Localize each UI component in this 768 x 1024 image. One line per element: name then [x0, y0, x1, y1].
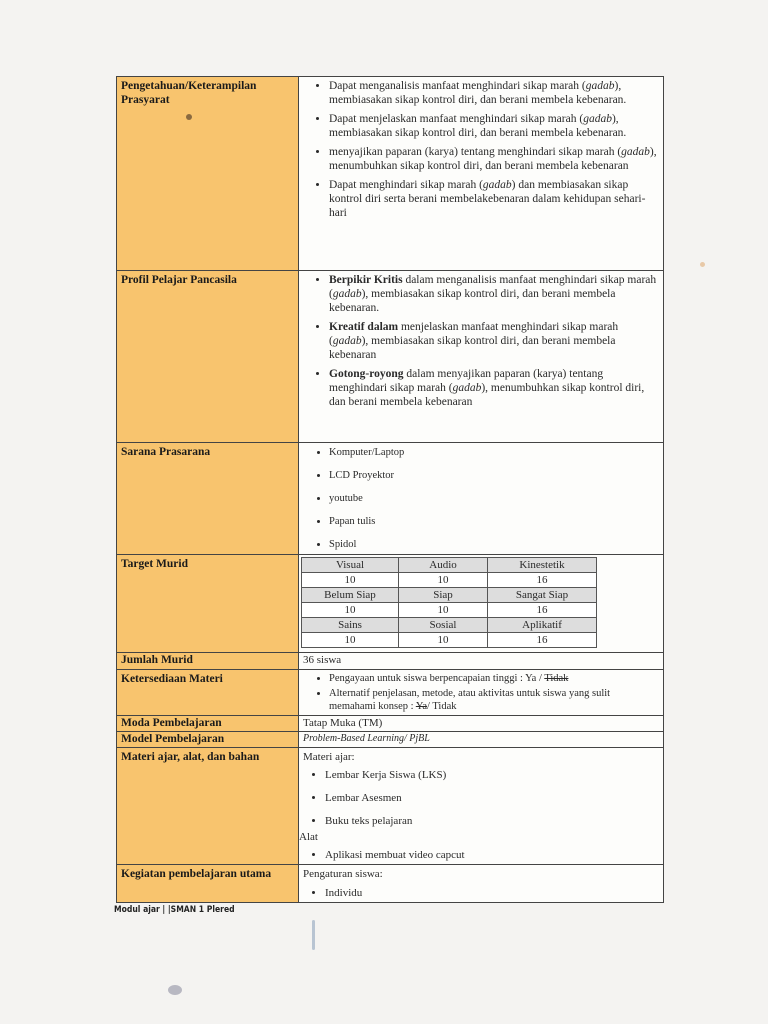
target-cell: 10 — [399, 603, 488, 618]
ketersediaan-text: Alternatif penjelasan, metode, atau aktivitas untuk siswa yang sulit memahami konsep : — [329, 688, 611, 712]
label-profil: Profil Pelajar Pancasila — [117, 271, 299, 443]
prasyarat-item: • Dapat menghindari sikap marah (gadab) dan membiasakan sikap kontrol diri serta berani membelakebenaran dalam kehidupan sehari-hari — [329, 178, 659, 220]
target-cell: 10 — [302, 573, 399, 588]
target-cell: Visual — [302, 558, 399, 573]
row-sarana — [117, 443, 664, 555]
value-ketersediaan — [299, 670, 664, 716]
row-model — [117, 732, 664, 748]
label-target: Target Murid — [117, 555, 299, 653]
target-cell: Siap — [399, 588, 488, 603]
ketersediaan-text: Pengayaan untuk siswa berpencapaian tinggi : Ya / — [329, 673, 545, 684]
prasyarat-item: • menyajikan paparan (karya) tentang menghindari sikap marah (gadab), menumbuhkan sikap kontrol diri, dan berani membela kebenaran — [329, 145, 659, 173]
label-prasyarat: Pengetahuan/Keterampilan Prasyarat — [117, 77, 299, 271]
prasyarat-item: • Dapat menganalisis manfaat menghindari sikap marah (gadab), membiasakan sikap kontrol diri, dan berani membela kebenaran. — [329, 79, 659, 107]
scan-speck — [700, 262, 705, 267]
profil-text: dalam menyajikan paparan (karya) tentang menghindari sikap marah (gadab), menumbuhkan sikap kontrol diri, dan berani membela kebenaran — [329, 368, 645, 408]
ketersediaan-struck: Ya — [415, 701, 428, 712]
materi-item: • Buku teks pelajaran — [325, 814, 659, 828]
materi-item: • Lembar Kerja Siswa (LKS) — [325, 768, 659, 782]
profil-item — [329, 320, 659, 362]
value-kegiatan — [299, 865, 664, 903]
materi-heading: Materi ajar: — [303, 751, 355, 763]
target-cell: Sangat Siap — [488, 588, 597, 603]
row-moda — [117, 716, 664, 732]
value-target — [299, 555, 664, 653]
value-prasyarat — [299, 77, 664, 271]
target-cell: 16 — [488, 573, 597, 588]
row-materi — [117, 748, 664, 865]
profil-text: menjelaskan manfaat menghindari sikap marah (gadab), membiasakan sikap kontrol diri, dan berani membela kebenaran — [329, 321, 619, 361]
target-cell: 10 — [302, 603, 399, 618]
target-cell: 10 — [399, 573, 488, 588]
value-moda: Tatap Muka (TM) — [299, 716, 664, 732]
target-cell: Kinestetik — [488, 558, 597, 573]
label-kegiatan: Kegiatan pembelajaran utama — [117, 865, 299, 903]
label-ketersediaan: Ketersediaan Materi — [117, 670, 299, 716]
profil-item — [329, 367, 659, 409]
materi-item: • Lembar Asesmen — [325, 791, 659, 805]
label-materi: Materi ajar, alat, dan bahan — [117, 748, 299, 865]
scan-speck — [186, 114, 192, 120]
profil-keyword: Kreatif dalam — [329, 321, 399, 333]
profil-keyword: Gotong-royong — [329, 368, 404, 380]
sarana-item: • LCD Proyektor — [329, 469, 659, 483]
target-grid — [301, 557, 597, 648]
target-cell: Audio — [399, 558, 488, 573]
sarana-item: • Papan tulis — [329, 515, 659, 529]
alat-item: • Aplikasi membuat video capcut — [325, 848, 659, 862]
row-kegiatan — [117, 865, 664, 903]
module-page — [116, 76, 664, 903]
sarana-item: • Komputer/Laptop — [329, 446, 659, 460]
ketersediaan-item — [329, 687, 659, 713]
kegiatan-heading: Pengaturan siswa: — [303, 868, 383, 880]
profil-item — [329, 273, 659, 315]
target-cell: 10 — [399, 633, 488, 648]
target-cell: Sains — [302, 618, 399, 633]
label-sarana: Sarana Prasarana — [117, 443, 299, 555]
row-target — [117, 555, 664, 653]
scan-speck — [312, 920, 315, 950]
ketersediaan-struck: Tidak — [544, 673, 569, 684]
module-table — [116, 76, 664, 903]
label-model: Model Pembelajaran — [117, 732, 299, 748]
target-cell: Belum Siap — [302, 588, 399, 603]
label-moda: Moda Pembelajaran — [117, 716, 299, 732]
target-cell: 16 — [488, 633, 597, 648]
ketersediaan-tail: / Tidak — [427, 701, 457, 712]
sarana-item: • Spidol — [329, 538, 659, 552]
prasyarat-item: • Dapat menjelaskan manfaat menghindari sikap marah (gadab), membiasakan sikap kontrol diri, dan berani membela kebenaran. — [329, 112, 659, 140]
profil-text: dalam menganalisis manfaat menghindari sikap marah (gadab), membiasakan sikap kontrol diri, dan berani membela kebenaran. — [329, 274, 657, 314]
value-profil — [299, 271, 664, 443]
value-materi — [299, 748, 664, 865]
target-cell: Aplikatif — [488, 618, 597, 633]
target-cell: 10 — [302, 633, 399, 648]
row-profil — [117, 271, 664, 443]
row-jumlah — [117, 653, 664, 670]
alat-heading: Alat — [299, 831, 318, 843]
sarana-item: • youtube — [329, 492, 659, 506]
value-jumlah: 36 siswa — [299, 653, 664, 670]
ketersediaan-item — [329, 672, 659, 685]
row-prasyarat — [117, 77, 664, 271]
target-cell: Sosial — [399, 618, 488, 633]
row-ketersediaan — [117, 670, 664, 716]
profil-keyword: Berpikir Kritis — [329, 274, 403, 286]
scan-speck — [168, 985, 182, 995]
value-sarana — [299, 443, 664, 555]
kegiatan-item: • Individu — [325, 886, 659, 900]
label-jumlah: Jumlah Murid — [117, 653, 299, 670]
value-model: Problem-Based Learning/ PjBL — [299, 732, 664, 748]
page-footer: Modul ajar | |SMAN 1 Plered — [114, 905, 235, 915]
target-cell: 16 — [488, 603, 597, 618]
